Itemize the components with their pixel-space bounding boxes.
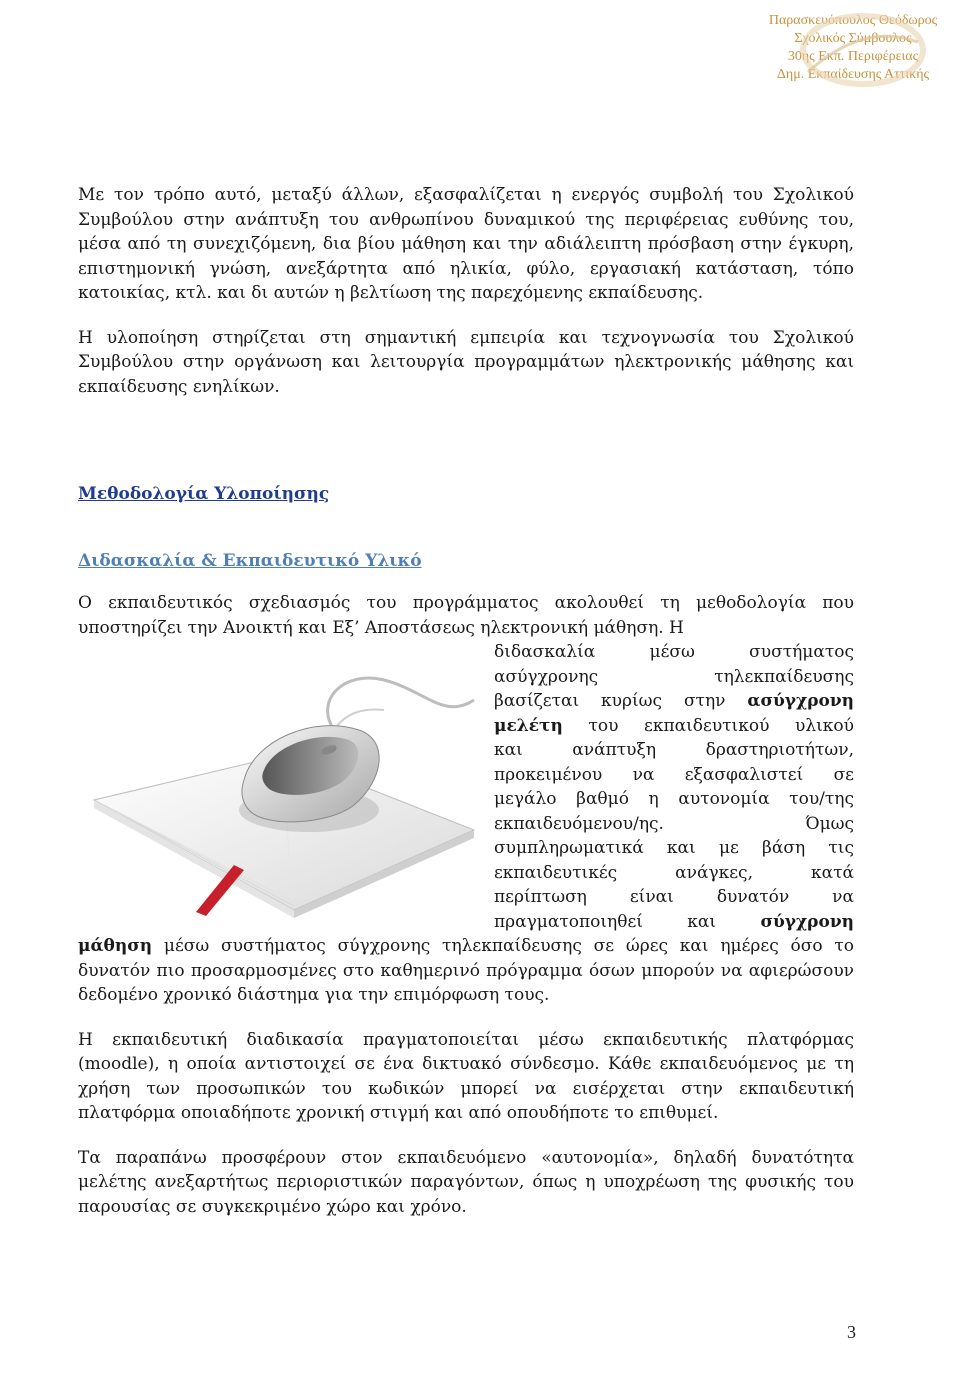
header-watermark-logo (768, 12, 938, 84)
wrap-line-11: περίπτωση είναι δυνατόν να (494, 887, 854, 907)
wrap-line-6: προκειμένου να εξασφαλιστεί σε (494, 764, 854, 785)
learning-bold: μάθηση (78, 936, 153, 956)
post-wrap-block (78, 934, 854, 1219)
wrap-line-3 (494, 689, 854, 714)
wrap-line-10: εκπαιδευτικές ανάγκες, κατά (494, 862, 854, 883)
wrap-line-1: διδασκαλία μέσω συστήματος (494, 642, 854, 662)
wrap-line-12-text: πραγματοποιηθεί και (494, 911, 717, 932)
paragraph-1: Με τον τρόπο αυτό, μεταξύ άλλων, εξασφαλίζεται η ενεργός συμβολή του Σχολικού Συμβούλου στην ανάπτυξη του ανθρωπίνου δυναμικού της περιφέρειας ευθύνης του, μέσα από τη συνεχιζόμενη, δια βίου μάθηση και την αδιάλειπτη πρόσβαση στην έγκυρη, επιστημονική γνώση, ανεξάρτητα από ηλικία, φύλο, εργασιακή κατάσταση, τόπο κατοικίας, κτλ. και δι αυτών η βελτίωση της παρεχόμενης εκπαίδευσης. (78, 185, 854, 303)
asynchronous-bold: ασύγχρονη (747, 691, 854, 711)
synchronous-bold: σύγχρονη (760, 911, 854, 932)
watermark-line-2: Σχολικός Σύμβουλος (794, 31, 912, 46)
watermark-line-4: Δημ. Εκπαίδευσης Αττικής (776, 67, 930, 82)
section-subheading: Διδασκαλία & Εκπαιδευτικό Υλικό (78, 551, 422, 571)
wrap-line-4 (494, 714, 854, 739)
study-bold: μελέτη (494, 715, 563, 736)
watermark-line-1: Παρασκευόπουλος Θεόδωρος (768, 13, 938, 28)
synchronous-paragraph-text: μέσω συστήματος σύγχρονης τηλεκπαίδευσης σε ώρες και ημέρες όσο το δυνατόν πιο προσαρμοσμένες στο καθημερινό πρόγραμμα όσων μπορούν να αφιερώσουν δεδομένο χρονικό διάστημα για την επιμόρφωση τους. (78, 936, 854, 1005)
section-heading: Μεθοδολογία Υλοποίησης (78, 484, 330, 504)
wrap-line-7: μεγάλο βαθμό η αυτονομία του/της (494, 789, 854, 809)
wrap-line-5: και ανάπτυξη δραστηριοτήτων, (494, 740, 854, 760)
paragraph-2: Η υλοποίηση στηρίζεται στη σημαντική εμπειρία και τεχνογνωσία του Σχολικού Συμβούλου στην οργάνωση και λειτουργία προγραμμάτων ηλεκτρονικής μάθησης και εκπαίδευσης ενηλίκων. (78, 327, 854, 397)
synchronous-paragraph (78, 934, 854, 1008)
watermark-line-3: 30ης Εκπ. Περιφέρειας (787, 49, 919, 64)
mouse-on-book-illustration (84, 660, 480, 920)
wrap-line-4-text: του εκπαιδευτικού υλικού (588, 715, 854, 736)
wrap-line-9: συμπληρωματικά και με βάση τις (494, 838, 854, 858)
methodology-intro (78, 591, 854, 640)
watermark-swoosh-icon (768, 12, 938, 90)
autonomy-paragraph: Τα παραπάνω προσφέρουν στον εκπαιδευόμενο «αυτονομία», δηλαδή δυνατότητα μελέτης ανεξαρτήτως περιοριστικών παραγόντων, όπως η υποχρέωση της φυσικής του παρουσίας σε συγκεκριμένο χώρο και χρόνο. (78, 1147, 854, 1217)
platform-paragraph: Η εκπαιδευτική διαδικασία πραγματοποιείται μέσω εκπαιδευτικής πλατφόρμας (moodle), η οποία αντιστοιχεί σε ένα δικτυακό σύνδεσμο. Κάθε εκπαιδευόμενος με τη χρήση των προσωπικών του κωδικών μπορεί να εισέρχεται στην εκπαιδευτική πλατφόρμα οποιαδήποτε χρονική στιγμή και από οπουδήποτε το επιθυμεί. (78, 1029, 854, 1123)
wrap-text-column (494, 640, 854, 934)
wrap-line-8: εκπαιδευόμενου/ης. Όμως (494, 813, 854, 834)
wrap-line-3-text: βασίζεται κυρίως στην (494, 691, 726, 711)
page-number: 3 (847, 1322, 856, 1342)
intro-text-block (78, 183, 854, 399)
methodology-intro-text: Ο εκπαιδευτικός σχεδιασμός του προγράμματος ακολουθεί τη μεθοδολογία που υποστηρίζει την Ανοικτή και Εξ’ Αποστάσεως ηλεκτρονική μάθηση. Η (78, 593, 854, 638)
wrap-line-2: ασύγχρονης τηλεκπαίδευσης (494, 666, 854, 687)
wrap-line-12 (494, 910, 854, 935)
